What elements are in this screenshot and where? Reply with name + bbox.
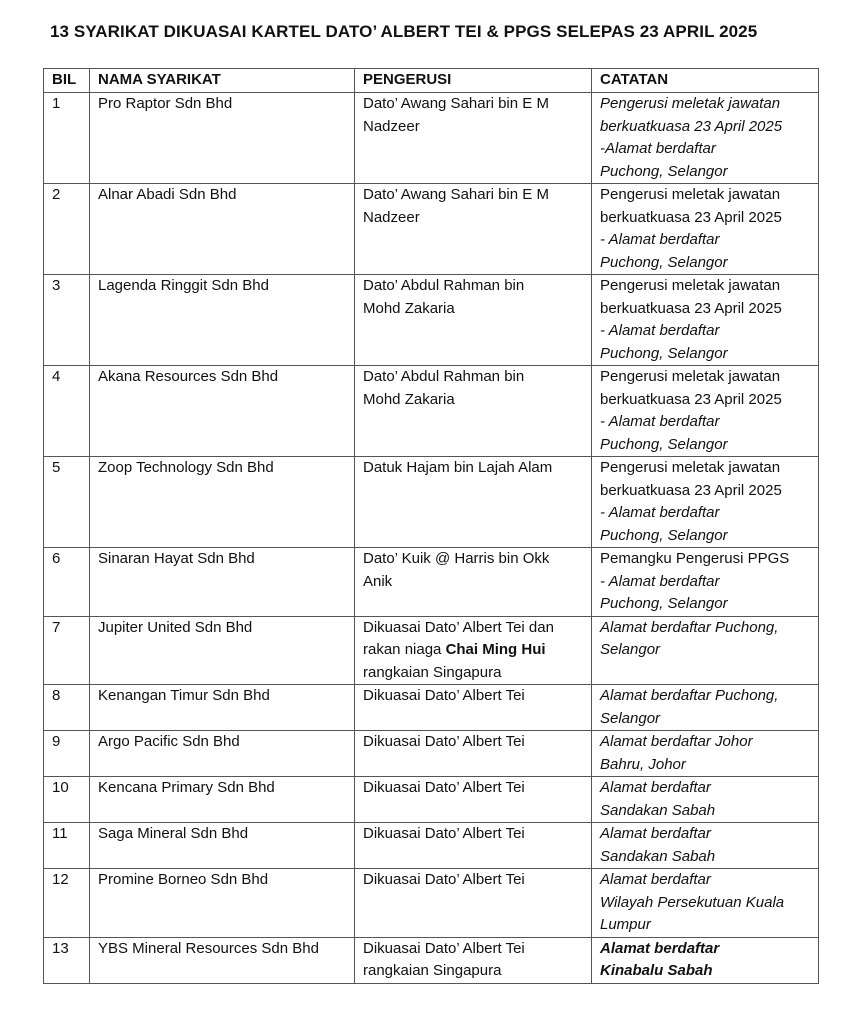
chair-line: Dikuasai Dato’ Albert Tei xyxy=(363,825,525,842)
notes-line: berkuatkuasa 23 April 2025 xyxy=(600,390,782,408)
notes-line: Alamat berdaftar Puchong, xyxy=(600,618,779,636)
chair-line: Dato’ Abdul Rahman bin xyxy=(363,368,525,385)
chair-line: Mohd Zakaria xyxy=(363,299,455,317)
notes-line: Bahru, Johor xyxy=(600,755,686,773)
notes-line: Lumpur xyxy=(600,916,651,933)
cell-company: Jupiter United Sdn Bhd xyxy=(90,616,355,685)
cell-chair xyxy=(355,457,592,548)
chair-line: Dato’ Kuik @ Harris bin Okk xyxy=(363,550,550,567)
document-title: 13 SYARIKAT DIKUASAI KARTEL DATO’ ALBERT TEI & PPGS SELEPAS 23 APRIL 2025 xyxy=(50,22,758,41)
table-row xyxy=(44,366,819,457)
table-row xyxy=(44,548,819,617)
notes-line: Sandakan Sabah xyxy=(600,847,716,865)
notes-line: Puchong, Selangor xyxy=(600,435,728,453)
chair-line: Anik xyxy=(363,572,393,590)
cell-bil: 6 xyxy=(44,548,90,617)
chair-line: Dikuasai Dato’ Albert Tei xyxy=(363,939,525,957)
notes-line: Kinabalu Sabah xyxy=(600,962,713,979)
table-header-row xyxy=(44,69,819,93)
cell-notes xyxy=(592,937,819,983)
notes-line: Pengerusi meletak jawatan xyxy=(600,277,781,294)
cell-bil: 9 xyxy=(44,731,90,777)
cell-notes xyxy=(592,616,819,685)
cell-chair xyxy=(355,731,592,777)
cell-chair xyxy=(355,823,592,869)
notes-line: Alamat berdaftar Puchong, xyxy=(600,687,779,704)
table-row xyxy=(44,275,819,366)
cell-notes xyxy=(592,457,819,548)
notes-line: Pengerusi meletak jawatan xyxy=(600,186,781,203)
chair-line: Nadzeer xyxy=(363,117,420,135)
cell-chair xyxy=(355,616,592,685)
chair-line: rangkaian Singapura xyxy=(363,663,502,681)
header-notes: CATATAN xyxy=(592,69,819,93)
cell-notes xyxy=(592,869,819,938)
cell-bil: 11 xyxy=(44,823,90,869)
table-row xyxy=(44,685,819,731)
notes-line: berkuatkuasa 23 April 2025 xyxy=(600,208,782,226)
table-row xyxy=(44,731,819,777)
notes-line: Pengerusi meletak jawatan xyxy=(600,95,781,112)
cell-company: Promine Borneo Sdn Bhd xyxy=(90,869,355,938)
cell-notes xyxy=(592,275,819,366)
chair-line: Dikuasai Dato’ Albert Tei xyxy=(363,733,525,750)
cell-chair xyxy=(355,937,592,983)
header-bil: BIL xyxy=(44,69,90,93)
notes-line: Puchong, Selangor xyxy=(600,253,728,271)
chair-line: rangkaian Singapura xyxy=(363,962,502,979)
table-row xyxy=(44,823,819,869)
chair-line: Datuk Hajam bin Lajah Alam xyxy=(363,459,553,476)
cell-bil: 13 xyxy=(44,937,90,983)
notes-line: Selangor xyxy=(600,709,661,727)
cell-company: Lagenda Ringgit Sdn Bhd xyxy=(90,275,355,366)
cell-notes xyxy=(592,93,819,184)
cell-bil: 4 xyxy=(44,366,90,457)
cell-bil: 3 xyxy=(44,275,90,366)
chair-text: rakan niaga xyxy=(363,641,446,658)
notes-line: Alamat berdaftar Johor xyxy=(600,733,753,750)
notes-line: Alamat berdaftar xyxy=(600,871,711,888)
notes-line: Pemangku Pengerusi PPGS xyxy=(600,550,790,567)
companies-table xyxy=(43,68,819,984)
cell-company: Kencana Primary Sdn Bhd xyxy=(90,777,355,823)
cell-company: Sinaran Hayat Sdn Bhd xyxy=(90,548,355,617)
table-row xyxy=(44,616,819,685)
header-chair: PENGERUSI xyxy=(355,69,592,93)
chair-line: Dato’ Awang Sahari bin E M xyxy=(363,186,549,203)
notes-line: berkuatkuasa 23 April 2025 xyxy=(600,299,782,317)
notes-line: Alamat berdaftar xyxy=(600,779,711,796)
header-company: NAMA SYARIKAT xyxy=(90,69,355,93)
notes-line: -Alamat berdaftar xyxy=(600,140,716,157)
cell-chair xyxy=(355,184,592,275)
partner-name: Chai Ming Hui xyxy=(445,641,546,658)
notes-line: - Alamat berdaftar xyxy=(600,572,720,590)
notes-line: berkuatkuasa 23 April 2025 xyxy=(600,481,782,499)
notes-line: Alamat berdaftar xyxy=(600,939,720,957)
notes-line: - Alamat berdaftar xyxy=(600,322,720,339)
cell-bil: 12 xyxy=(44,869,90,938)
cell-bil: 10 xyxy=(44,777,90,823)
notes-line: - Alamat berdaftar xyxy=(600,413,720,430)
chair-line: Dikuasai Dato’ Albert Tei xyxy=(363,871,525,888)
table-row xyxy=(44,184,819,275)
cell-chair xyxy=(355,685,592,731)
notes-line: Puchong, Selangor xyxy=(600,162,728,180)
cell-notes xyxy=(592,823,819,869)
chair-line: Dato’ Abdul Rahman bin xyxy=(363,277,525,294)
table-row xyxy=(44,937,819,983)
cell-chair xyxy=(355,869,592,938)
cell-notes xyxy=(592,184,819,275)
cell-bil: 7 xyxy=(44,616,90,685)
cell-notes xyxy=(592,366,819,457)
cell-company: Pro Raptor Sdn Bhd xyxy=(90,93,355,184)
notes-line: Sandakan Sabah xyxy=(600,801,716,819)
table-row xyxy=(44,869,819,938)
cell-notes xyxy=(592,731,819,777)
notes-line: Puchong, Selangor xyxy=(600,526,728,544)
cell-chair xyxy=(355,777,592,823)
cell-company: Alnar Abadi Sdn Bhd xyxy=(90,184,355,275)
notes-line: Pengerusi meletak jawatan xyxy=(600,459,781,476)
cell-notes xyxy=(592,548,819,617)
notes-line: - Alamat berdaftar xyxy=(600,231,720,248)
notes-line: Puchong, Selangor xyxy=(600,344,728,362)
cell-chair xyxy=(355,93,592,184)
cell-company: Zoop Technology Sdn Bhd xyxy=(90,457,355,548)
cell-notes xyxy=(592,777,819,823)
cell-company: Argo Pacific Sdn Bhd xyxy=(90,731,355,777)
cell-company: Saga Mineral Sdn Bhd xyxy=(90,823,355,869)
cell-chair xyxy=(355,548,592,617)
cell-company: YBS Mineral Resources Sdn Bhd xyxy=(90,937,355,983)
chair-line: Nadzeer xyxy=(363,208,420,226)
cell-bil: 5 xyxy=(44,457,90,548)
chair-line: Dato’ Awang Sahari bin E M xyxy=(363,95,549,112)
notes-line: Alamat berdaftar xyxy=(600,825,711,842)
cell-bil: 2 xyxy=(44,184,90,275)
chair-line: Dikuasai Dato’ Albert Tei xyxy=(363,687,525,704)
chair-line: Dikuasai Dato’ Albert Tei xyxy=(363,779,525,796)
chair-line: Dikuasai Dato’ Albert Tei dan xyxy=(363,618,554,636)
chair-line xyxy=(363,639,585,662)
cell-bil: 8 xyxy=(44,685,90,731)
notes-line: - Alamat berdaftar xyxy=(600,504,720,521)
table-row xyxy=(44,777,819,823)
chair-line: Mohd Zakaria xyxy=(363,390,455,408)
cell-bil: 1 xyxy=(44,93,90,184)
cell-chair xyxy=(355,275,592,366)
notes-line: Wilayah Persekutuan Kuala xyxy=(600,893,785,911)
notes-line: Pengerusi meletak jawatan xyxy=(600,368,781,385)
cell-company: Kenangan Timur Sdn Bhd xyxy=(90,685,355,731)
table-row xyxy=(44,93,819,184)
cell-notes xyxy=(592,685,819,731)
cell-chair xyxy=(355,366,592,457)
notes-line: Selangor xyxy=(600,641,661,658)
notes-line: berkuatkuasa 23 April 2025 xyxy=(600,117,783,135)
table-row xyxy=(44,457,819,548)
cell-company: Akana Resources Sdn Bhd xyxy=(90,366,355,457)
notes-line: Puchong, Selangor xyxy=(600,595,728,612)
